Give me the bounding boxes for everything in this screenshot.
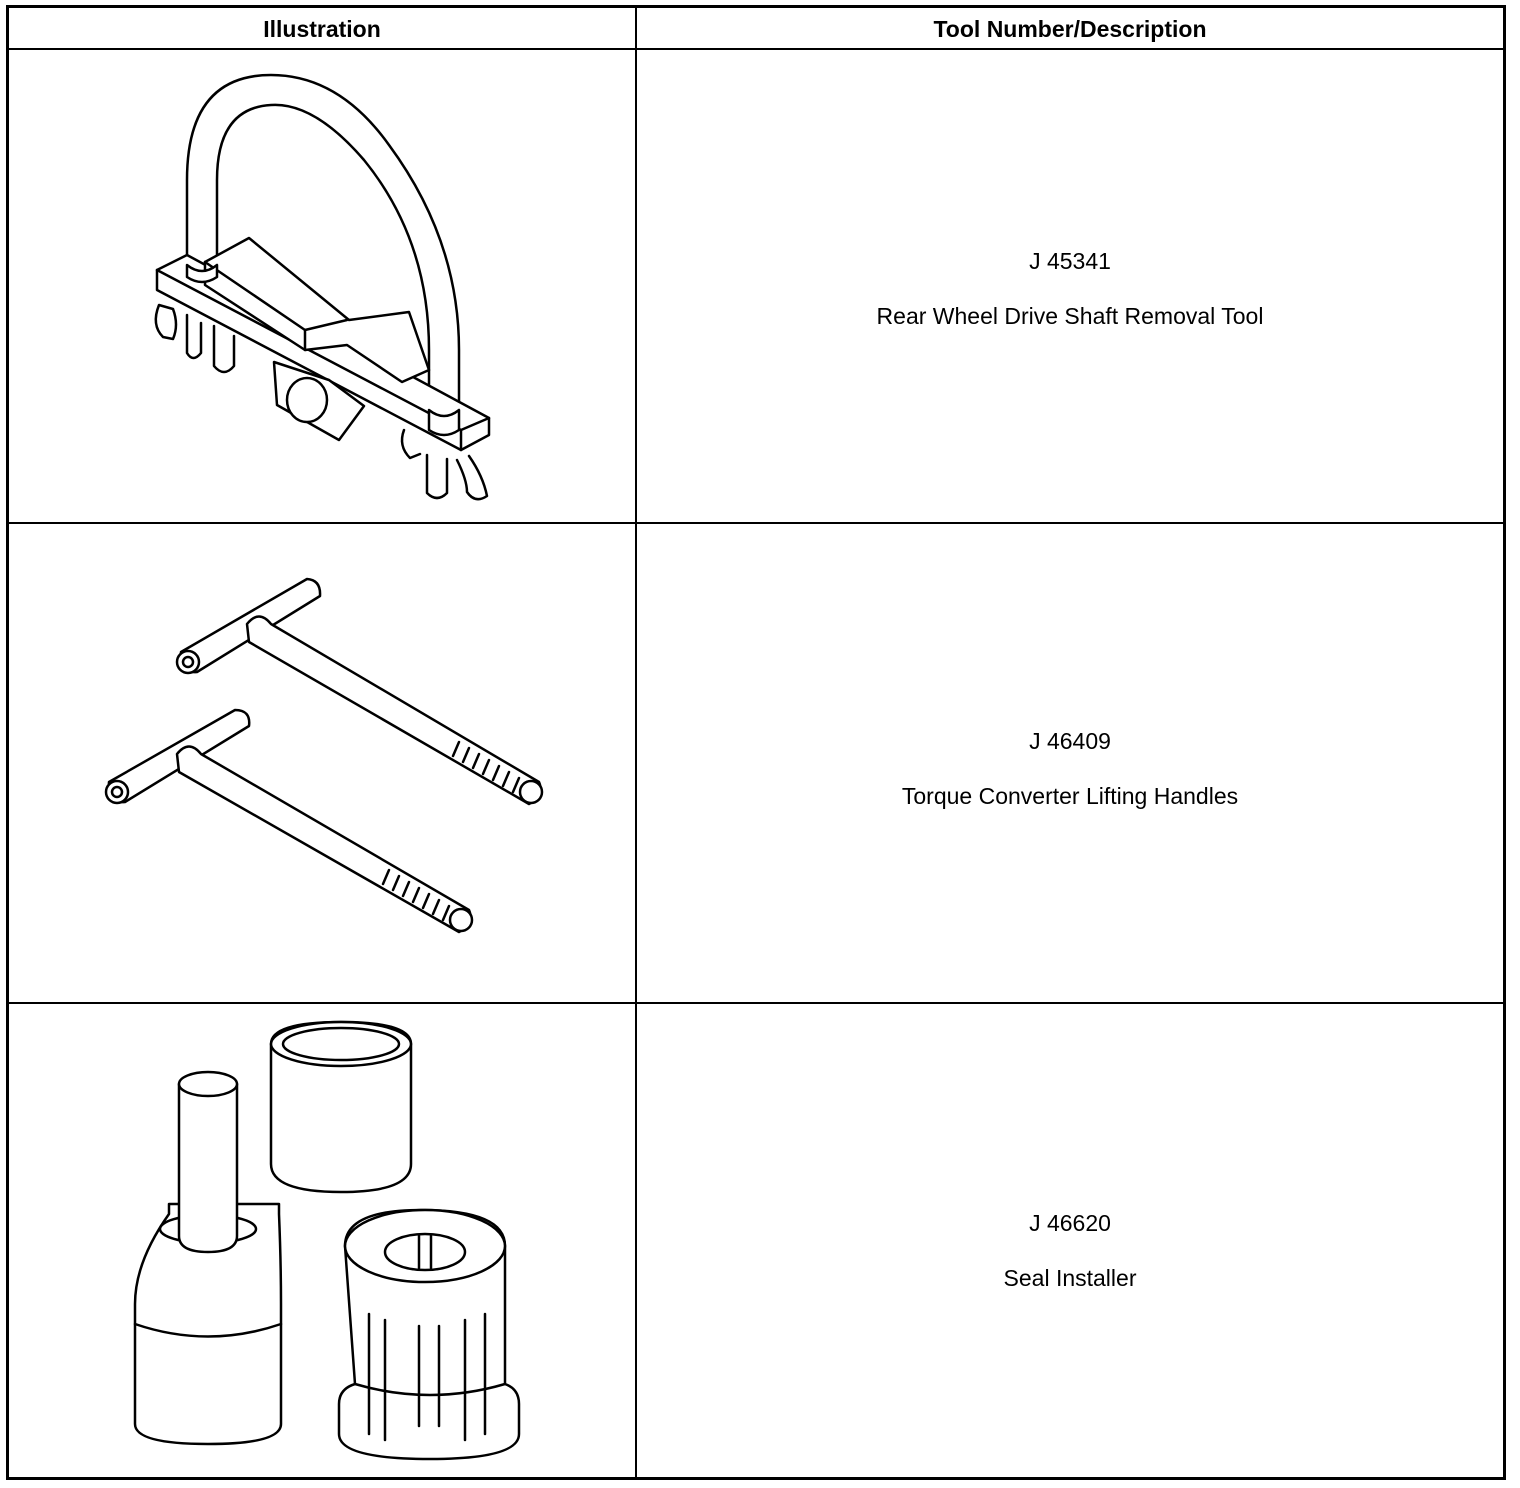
table-row	[9, 1004, 1503, 1477]
illustration-cell	[9, 50, 635, 522]
tool-number: J 46409	[1029, 728, 1111, 754]
table-row	[9, 50, 1503, 524]
description-cell	[637, 524, 1503, 1002]
tool-table	[6, 5, 1506, 1480]
shaft-removal-tool-icon	[9, 50, 635, 524]
description-cell	[637, 1004, 1503, 1477]
tool-number: J 46620	[1029, 1210, 1111, 1236]
header-tool-number-description: Tool Number/Description	[933, 16, 1207, 42]
description-cell	[637, 50, 1503, 522]
table-header	[9, 8, 1503, 50]
illustration-cell	[9, 1004, 635, 1477]
tool-description: Torque Converter Lifting Handles	[901, 783, 1239, 809]
tool-number: J 45341	[1029, 248, 1111, 274]
tool-description: Seal Installer	[1003, 1265, 1137, 1291]
table-row	[9, 524, 1503, 1004]
lifting-handles-icon	[9, 524, 635, 1004]
tool-description: Rear Wheel Drive Shaft Removal Tool	[876, 303, 1264, 329]
illustration-cell	[9, 524, 635, 1002]
seal-installer-icon	[9, 1004, 635, 1477]
header-illustration: Illustration	[263, 16, 381, 42]
